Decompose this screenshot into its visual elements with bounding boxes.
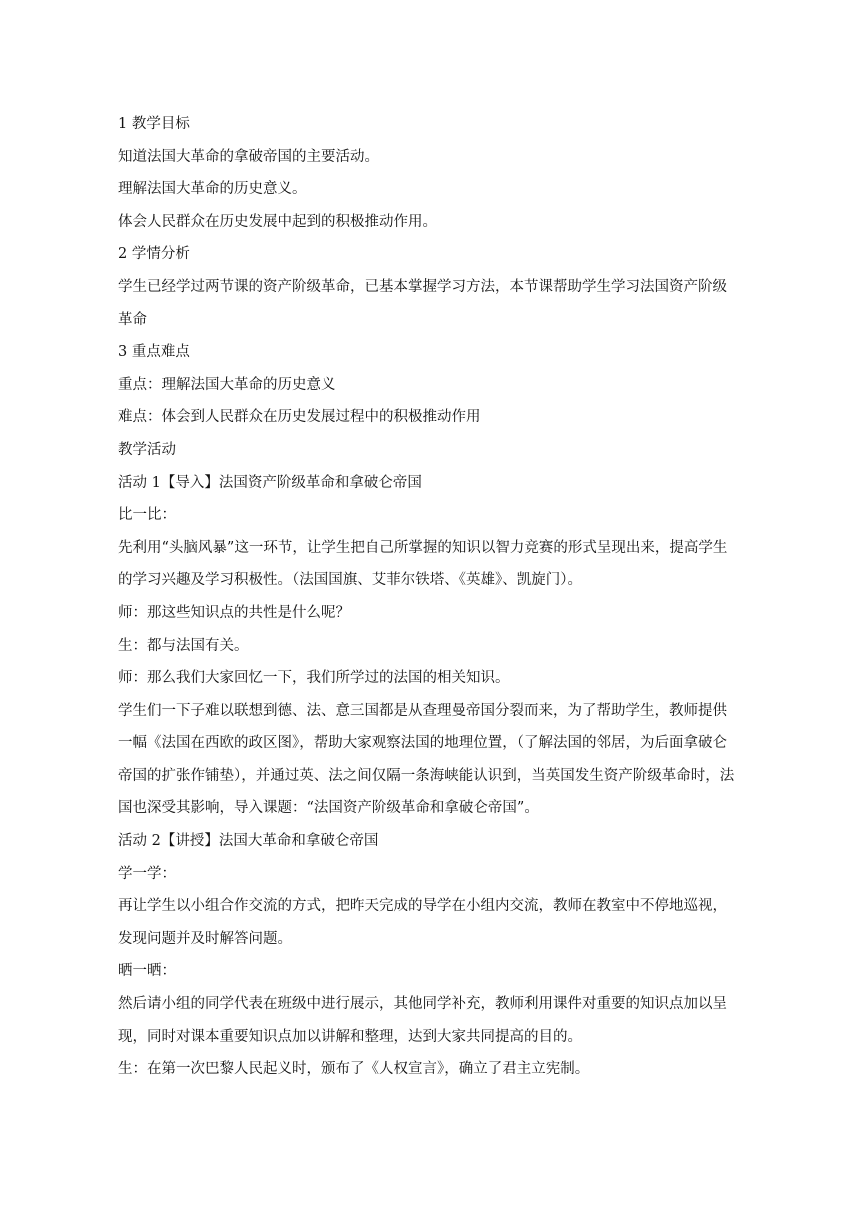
objective-item: 理解法国大革命的历史意义。	[118, 181, 307, 198]
analysis-paragraph: 学生已经学过两节课的资产阶级革命，已基本掌握学习方法，本节课帮助学生学习法国资产阶级革命	[118, 278, 727, 328]
objective-item: 知道法国大革命的拿破帝国的主要活动。	[118, 148, 379, 165]
section-heading-activities: 教学活动	[118, 441, 176, 458]
key-point: 重点：理解法国大革命的历史意义	[118, 376, 336, 393]
body-paragraph: 然后请小组的同学代表在班级中进行展示，其他同学补充，教师利用课件对重要的知识点加以呈现，同时对课本重要知识点加以讲解和整理，达到大家共同提高的目的。	[118, 996, 727, 1045]
dialogue-line: 师：那么我们大家回忆一下，我们所学过的法国的相关知识。	[118, 670, 510, 687]
body-paragraph: 学生们一下子难以联想到德、法、意三国都是从查理曼帝国分裂而来，为了帮助学生，教师提供一幅《法国在西欧的政区图》，帮助大家观察法国的地理位置，（了解法国的邻居，为后面拿破仑帝国的扩张作铺垫），并通过英、法之间仅隔一条海峡能认识到，当英国发生资产阶级革命时，法国也深受其影响，导入课题：“法国资产阶级革命和拿破仑帝国”。	[118, 702, 735, 817]
activity-step-label: 比一比：	[118, 507, 176, 524]
dialogue-line: 生：在第一次巴黎人民起义时，颁布了《人权宣言》，确立了君主立宪制。	[118, 1061, 590, 1078]
dialogue-line: 生：都与法国有关。	[118, 637, 249, 654]
document-page	[118, 108, 736, 1086]
activity-step-label: 晒一晒：	[118, 963, 176, 980]
objective-item: 体会人民群众在历史发展中起到的积极推动作用。	[118, 213, 437, 230]
activity-2-heading: 活动 2【讲授】法国大革命和拿破仑帝国	[118, 833, 379, 850]
activity-1-heading: 活动 1【导入】法国资产阶级革命和拿破仑帝国	[118, 474, 422, 491]
body-paragraph: 再让学生以小组合作交流的方式，把昨天完成的导学在小组内交流，教师在教室中不停地巡视，发现问题并及时解答问题。	[118, 898, 727, 947]
difficult-point: 难点：体会到人民群众在历史发展过程中的积极推动作用	[118, 409, 481, 426]
dialogue-line: 师：那这些知识点的共性是什么呢？	[118, 604, 350, 621]
section-heading-analysis: 2 学情分析	[118, 246, 190, 263]
body-paragraph: 先利用“头脑风暴”这一环节，让学生把自己所掌握的知识以智力竞赛的形式呈现出来，提高学生的学习兴趣及学习积极性。（法国国旗、艾菲尔铁塔、《英雄》、凯旋门）。	[118, 539, 728, 589]
section-heading-objectives: 1 教学目标	[118, 116, 190, 132]
section-heading-key-points: 3 重点难点	[118, 344, 190, 361]
activity-step-label: 学一学：	[118, 865, 176, 882]
